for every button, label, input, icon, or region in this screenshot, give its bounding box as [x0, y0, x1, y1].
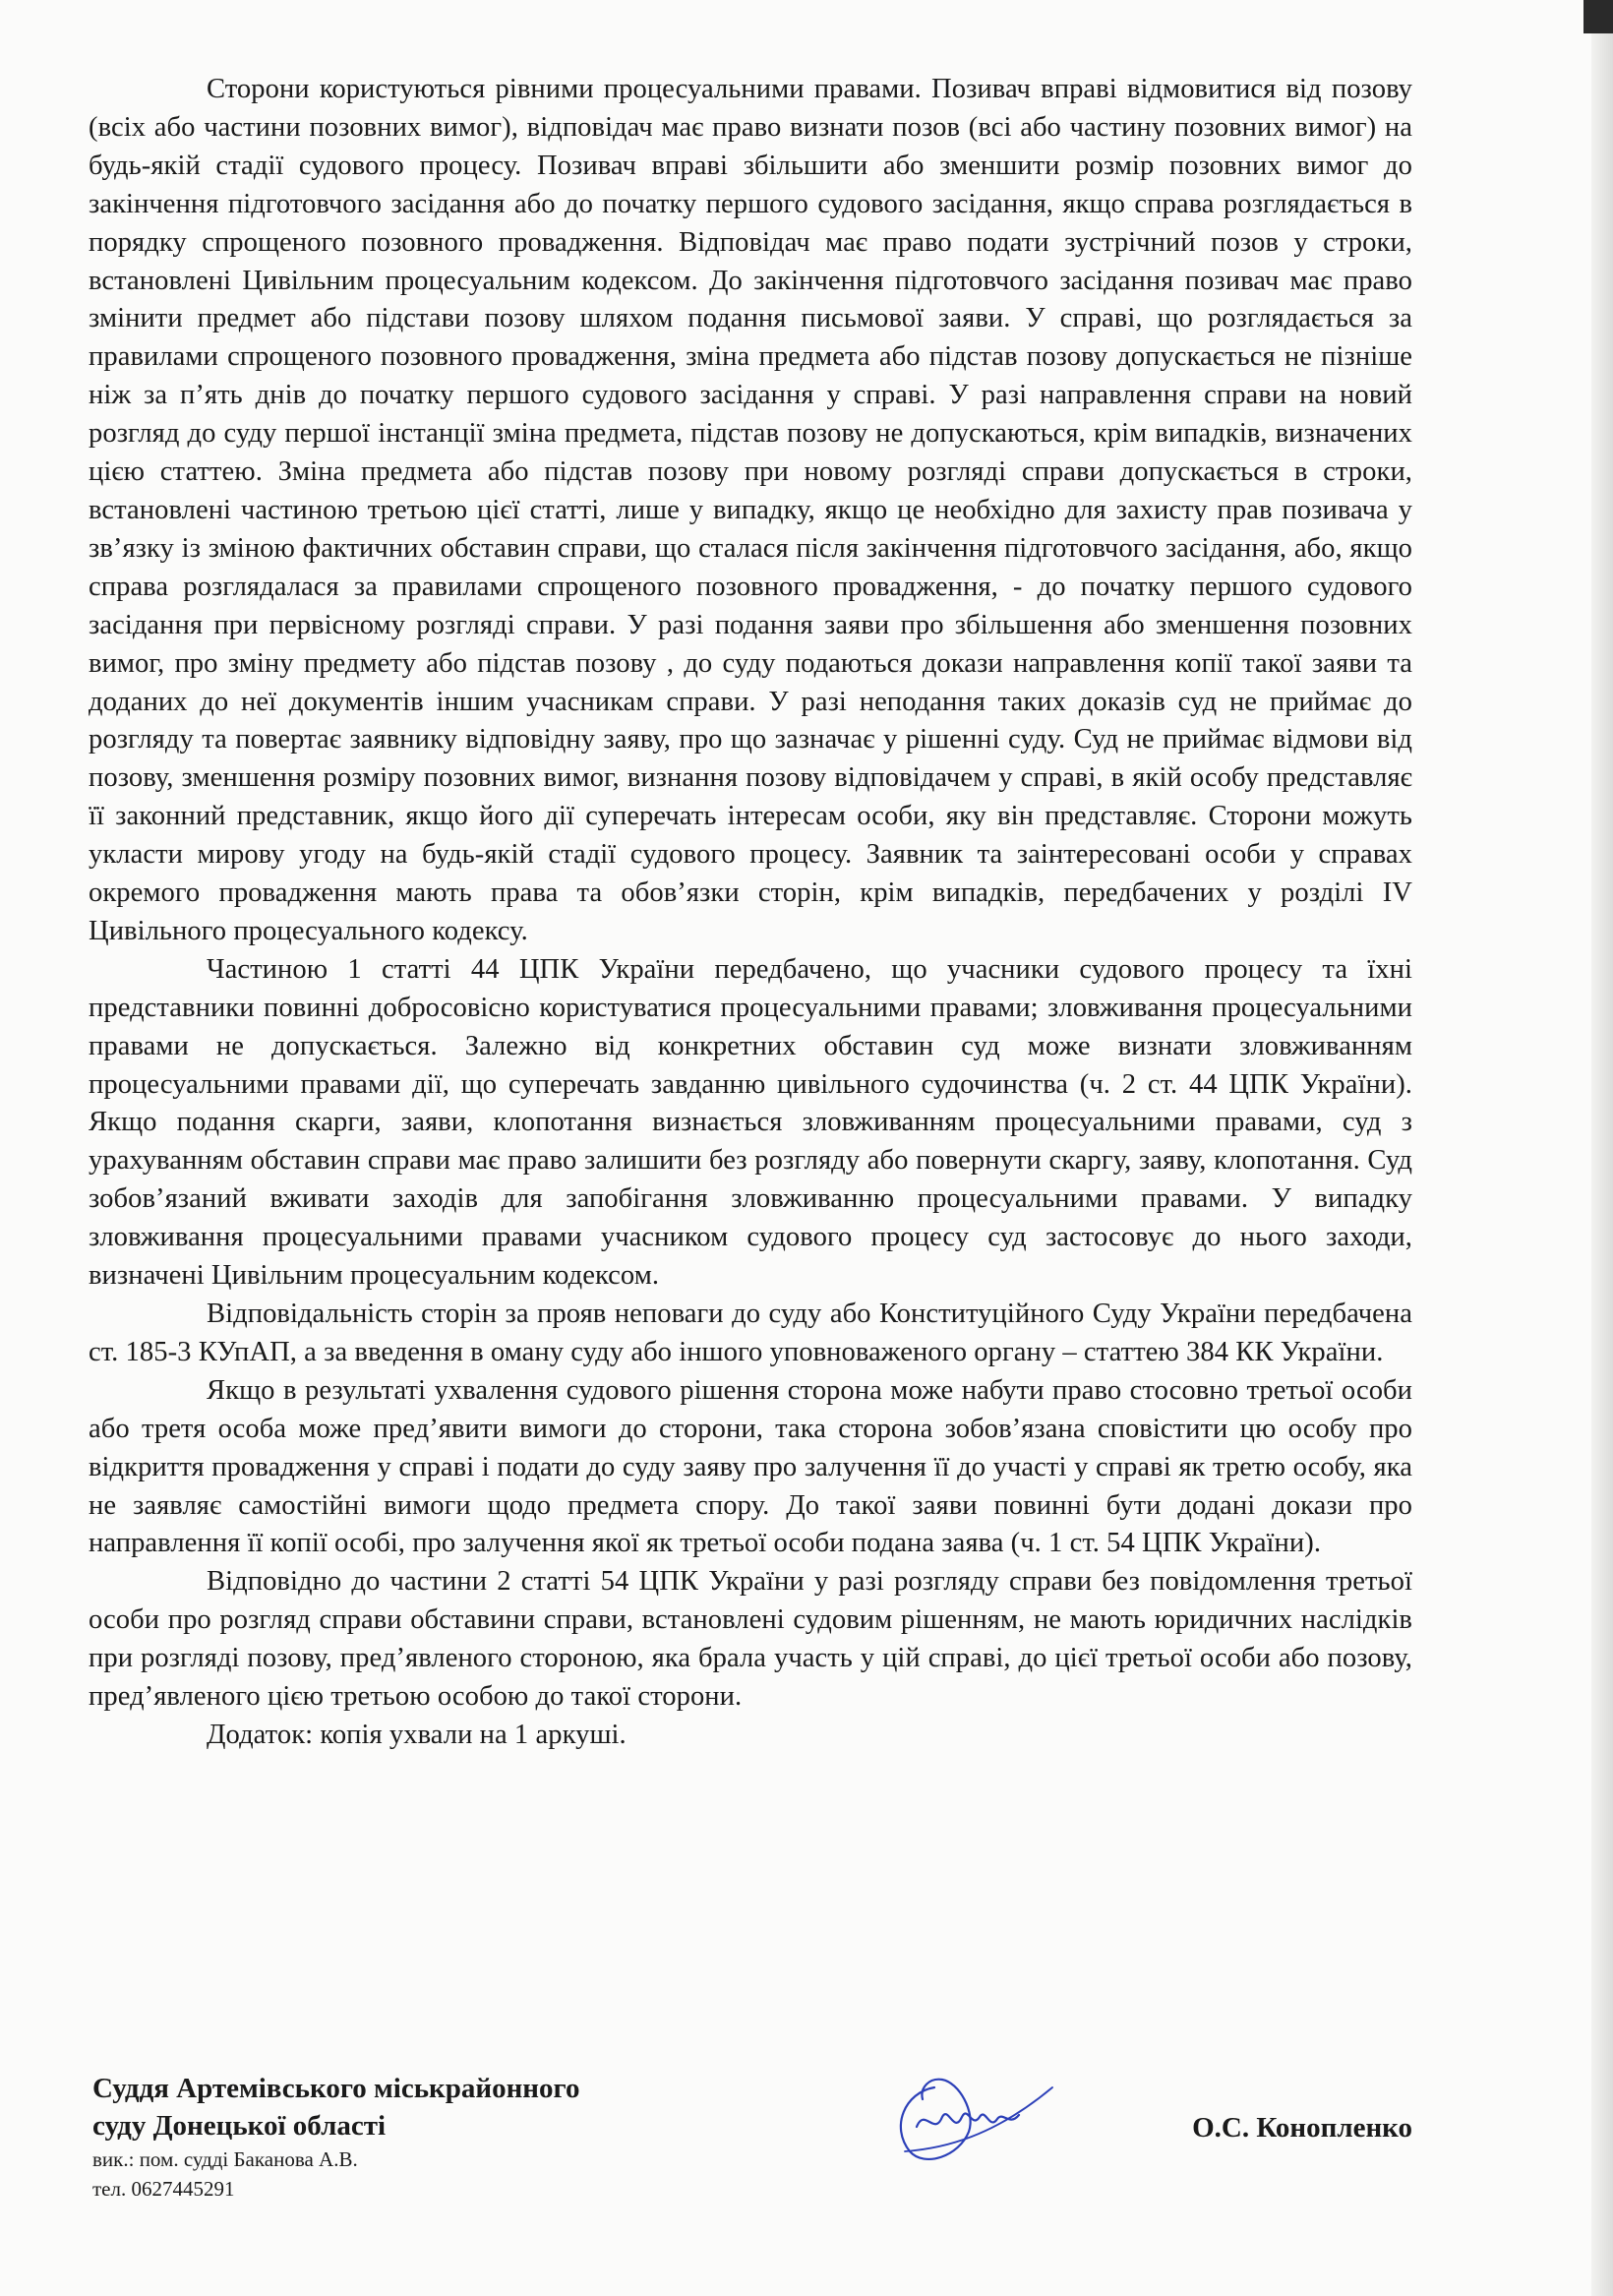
handwritten-signature [866, 2058, 1062, 2176]
judge-title-line1: Суддя Артемівського міськрайонного [92, 2073, 580, 2104]
executor-note: вик.: пом. судді Баканова А.В. [92, 2147, 358, 2171]
paragraph-abuse-of-rights: Частиною 1 статті 44 ЦПК України передбачено, що учасники судового процесу та їхні представники повинні добросовісно користуватися процесуальними правами; зловживання процесуальними правами не допускається. Залежно від конкретних обставин суд може визнати зловживанням процесуальними правами дії, що суперечать завданню цивільного судочинства (ч. 2 ст. 44 ЦПК України). Якщо подання скарги, заяви, клопотання визнається зловживанням процесуальними правами, суд з урахуванням обставин справи має право залишити без розгляду або повернути скаргу, заяву, клопотання. Суд зобов’язаний вживати заходів для запобігання зловживанню процесуальними правами. У випадку зловживання процесуальними правами учасником судового процесу суд застосовує до нього заходи, визначені Цивільним процесуальним кодексом. [89, 953, 1412, 1292]
signature-block [92, 2070, 1420, 2266]
document-body [89, 71, 1412, 1755]
paragraph-procedural-rights: Сторони користуються рівними процесуальними правами. Позивач вправі відмовитися від позову (всіх або частини позовних вимог), відповідач має право визнати позов (всі або частину позовних вимог) на будь-якій стадії судового процесу. Позивач вправі збільшити або зменшити розмір позовних вимог до закінчення підготовчого засідання або до початку першого судового засідання, якщо справа розглядається в порядку спрощеного позовного провадження. Відповідач має право подати зустрічний позов у строки, встановлені Цивільним процесуальним кодексом. До закінчення підготовчого засідання позивач має право змінити предмет або підстави позову шляхом подання письмової заяви. У справі, що розглядається за правилами спрощеного позовного провадження, зміна предмета або підстав позову допускається не пізніше ніж за п’ять днів до початку першого судового засідання у справі. У разі направлення справи на новий розгляд до суду першої інстанції зміна предмета, підстав позову не допускаються, крім випадків, визначених цією статтею. Зміна предмета або підстав позову при новому розгляді справи допускається в строки, встановлені частиною третьою цієї статті, лише у випадку, якщо це необхідно для захисту прав позивача у зв’язку із зміною фактичних обставин справи, що сталася після закінчення підготовчого засідання, або, якщо справа розглядалася за правилами спрощеного позовного провадження, - до початку першого судового засідання при первісному розгляді справи. У разі подання заяви про збільшення або зменшення позовних вимог, про зміну предмету або підстав позову , до суду подаються докази направлення копії такої заяви та доданих до неї документів іншим учасникам справи. У разі неподання таких доказів суд не приймає до розгляду та повертає заявнику відповідну заяву, про що зазначає у рішенні суду. Суд не приймає відмови від позову, зменшення розміру позовних вимог, визнання позову відповідачем у справі, в якій особу представляє її законний представник, якщо його дії суперечать інтересам особи, яку він представляє. Сторони можуть укласти мирову угоду на будь-якій стадії судового процесу. Заявник та заінтересовані особи у справах окремого провадження мають права та обов’язки сторін, крім випадків, передбачених у розділі IV Цивільного процесуального кодексу. [89, 74, 1412, 946]
scan-corner-mark [1583, 0, 1613, 33]
paragraph-article-54: Відповідно до частини 2 статті 54 ЦПК України у разі розгляду справи без повідомлення третьої особи про розгляд справи обставини справи, встановлені судовим рішенням, не мають юридичних наслідків при розгляді позову, пред’явленого стороною, яка брала участь у цій справі, до цієї третьої особи або позову, пред’явленого цією третьою особою до такої сторони. [89, 1566, 1412, 1713]
paragraph-liability: Відповідальність сторін за прояв неповаги до суду або Конституційного Суду України передбачена ст. 185-3 КУпАП, а за введення в оману суду або іншого уповноваженого органу – статтею 384 КК України. [89, 1299, 1412, 1367]
judge-title-line2: суду Донецької області [92, 2110, 387, 2142]
paragraph-third-party: Якщо в результаті ухвалення судового рішення сторона може набути право стосовно третьої особи або третя особа може пред’явити вимоги до сторони, така сторона зобов’язана сповістити цю особу про відкриття провадження у справі і подати до суду заяву про залучення її до участі у справі як третю особу, яка не заявляє самостійні вимоги щодо предмета спору. До такої заяви повинні бути додані докази про направлення її копії особі, про залучення якої як третьої особи подана заява (ч. 1 ст. 54 ЦПК України). [89, 1374, 1412, 1559]
paragraph-attachment: Додаток: копія ухвали на 1 аркуші. [207, 1719, 627, 1750]
scan-edge-shadow [1591, 0, 1613, 2296]
phone-number: тел. 0627445291 [92, 2177, 235, 2201]
judge-name: О.С. Конопленко [1192, 2112, 1412, 2144]
